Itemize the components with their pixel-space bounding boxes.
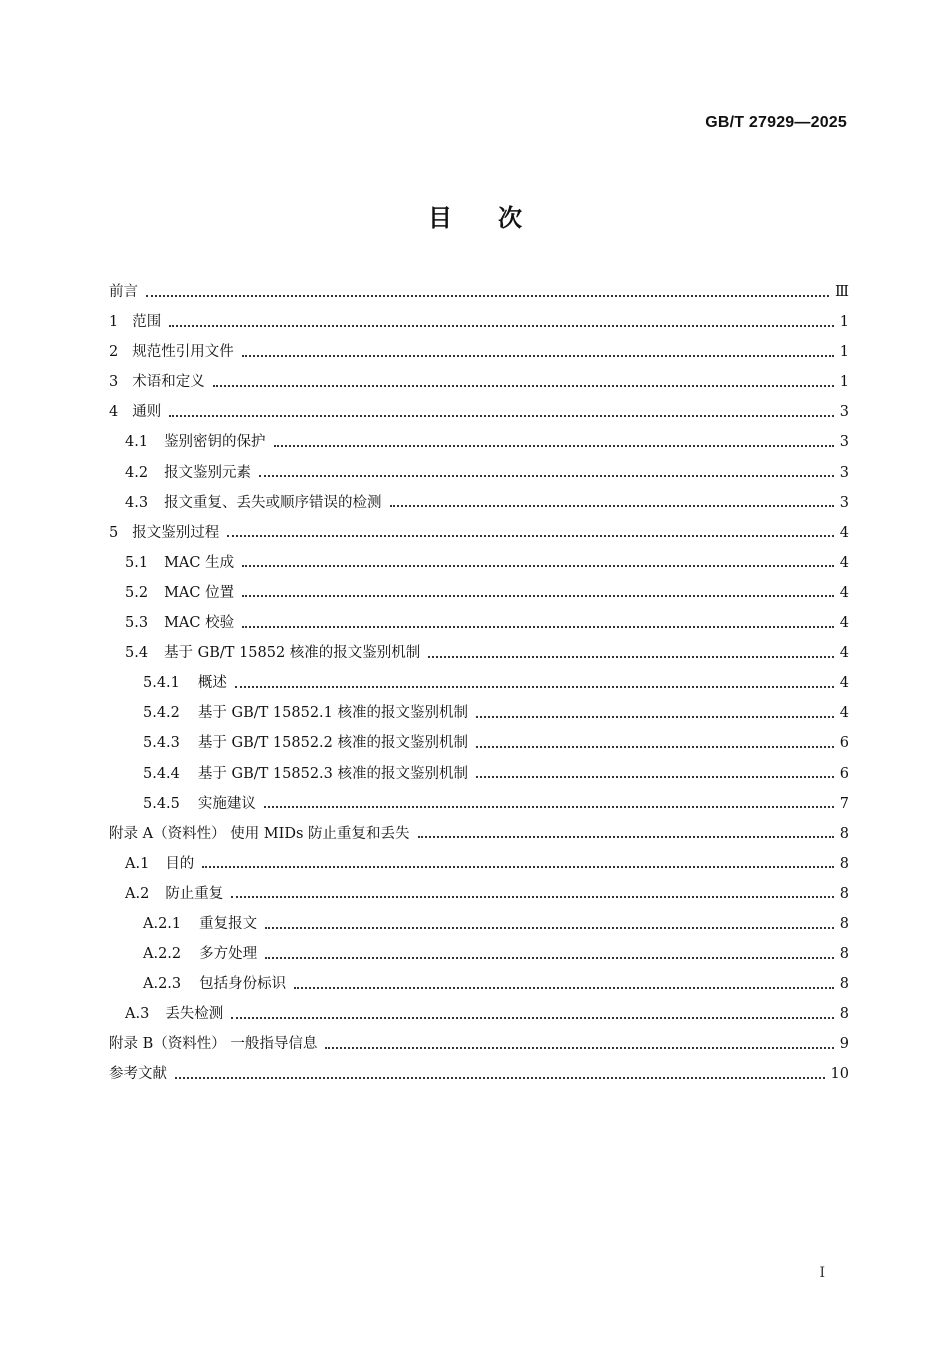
toc-dot-leader bbox=[294, 986, 834, 989]
toc-dot-leader bbox=[213, 384, 834, 387]
toc-entry-number: 5.4.5 bbox=[143, 795, 180, 812]
toc-entry-label: 通则 bbox=[132, 404, 162, 421]
toc-dot-leader bbox=[418, 835, 834, 838]
toc-entry-label: 重复报文 bbox=[199, 915, 258, 932]
toc-entry[interactable] bbox=[109, 427, 849, 457]
toc-entry-label: 防止重复 bbox=[165, 885, 224, 902]
toc-entry-label: 术语和定义 bbox=[132, 374, 205, 391]
toc-entry-label: 附录 B（资料性） 一般指导信息 bbox=[109, 1036, 318, 1053]
toc-entry-label: MAC 生成 bbox=[164, 554, 235, 571]
toc-entry-label: 参考文献 bbox=[109, 1066, 167, 1083]
toc-entry[interactable] bbox=[109, 638, 849, 668]
toc-entry-page: Ⅲ bbox=[835, 284, 849, 300]
toc-dot-leader bbox=[476, 715, 834, 718]
toc-entry-label: 鉴别密钥的保护 bbox=[164, 434, 266, 451]
toc-dot-leader bbox=[264, 805, 834, 808]
toc-entry-page: 1 bbox=[839, 374, 849, 391]
toc-entry-page: 7 bbox=[839, 795, 849, 812]
toc-entry-number: 5.3 bbox=[125, 615, 149, 632]
toc-entry-page: 3 bbox=[839, 494, 849, 511]
toc-dot-leader bbox=[259, 474, 834, 477]
toc-entry-page: 4 bbox=[839, 705, 849, 722]
toc-entry-number: A.2 bbox=[125, 885, 150, 902]
toc-dot-leader bbox=[325, 1046, 833, 1049]
toc-entry-page: 3 bbox=[839, 464, 849, 481]
toc-dot-leader bbox=[169, 414, 834, 417]
toc-dot-leader bbox=[146, 294, 829, 297]
toc-entry-page: 4 bbox=[839, 524, 849, 541]
toc-entry-label: 报文鉴别元素 bbox=[164, 464, 252, 481]
toc-entry-number: 1 bbox=[109, 314, 119, 331]
toc-entry[interactable] bbox=[109, 488, 849, 518]
standard-number: GB/T 27929—2025 bbox=[705, 114, 847, 131]
toc-entry-number: 5.4.2 bbox=[143, 705, 180, 722]
toc-entry-number: A.2.3 bbox=[143, 976, 182, 993]
toc-entry-page: 3 bbox=[839, 404, 849, 421]
toc-entry-label: 基于 GB/T 15852.3 核准的报文鉴别机制 bbox=[197, 765, 468, 782]
toc-entry-label: 报文重复、丢失或顺序错误的检测 bbox=[164, 494, 382, 511]
toc-entry-label: 报文鉴别过程 bbox=[132, 524, 220, 541]
toc-entry[interactable] bbox=[109, 458, 849, 488]
page-title: 目次 bbox=[428, 204, 568, 232]
toc-entry-page: 8 bbox=[839, 946, 849, 963]
toc-entry[interactable] bbox=[109, 1029, 849, 1059]
toc-entry-label: 附录 A（资料性） 使用 MIDs 防止重复和丢失 bbox=[109, 825, 410, 842]
toc-entry-page: 1 bbox=[839, 344, 849, 361]
toc-entry-page: 10 bbox=[830, 1066, 849, 1083]
toc-entry-number: A.2.1 bbox=[143, 915, 182, 932]
toc-entry-number: A.2.2 bbox=[143, 946, 182, 963]
toc-entry-page: 4 bbox=[839, 615, 849, 632]
toc-entry[interactable] bbox=[109, 879, 849, 909]
toc-entry[interactable] bbox=[109, 608, 849, 638]
toc-entry-label: 前言 bbox=[109, 284, 138, 300]
toc-entry-label: 概述 bbox=[197, 675, 227, 692]
toc-entry-page: 4 bbox=[839, 584, 849, 601]
toc-entry-number: 3 bbox=[109, 374, 119, 391]
toc-dot-leader bbox=[274, 444, 834, 447]
toc-entry-label: 目的 bbox=[165, 855, 195, 872]
toc-entry-page: 1 bbox=[839, 314, 849, 331]
toc-dot-leader bbox=[175, 1076, 825, 1079]
toc-dot-leader bbox=[242, 625, 834, 628]
toc-entry-number: 5.4.3 bbox=[143, 735, 180, 752]
toc-dot-leader bbox=[242, 564, 834, 567]
toc-entry-number: 5.4 bbox=[125, 645, 149, 662]
table-of-contents bbox=[109, 277, 849, 1090]
toc-dot-leader bbox=[202, 865, 833, 868]
toc-entry-number: 4.3 bbox=[125, 494, 149, 511]
toc-entry[interactable] bbox=[109, 819, 849, 849]
toc-entry-label: 基于 GB/T 15852 核准的报文鉴别机制 bbox=[164, 645, 421, 662]
toc-entry-label: 基于 GB/T 15852.1 核准的报文鉴别机制 bbox=[197, 705, 468, 722]
toc-dot-leader bbox=[242, 354, 834, 357]
toc-entry-page: 6 bbox=[839, 735, 849, 752]
toc-entry[interactable] bbox=[109, 1059, 849, 1089]
toc-entry-label: 范围 bbox=[132, 314, 162, 331]
toc-dot-leader bbox=[231, 1016, 833, 1019]
toc-entry[interactable] bbox=[109, 337, 849, 367]
toc-entry[interactable] bbox=[109, 969, 849, 999]
toc-entry-number: 5 bbox=[109, 524, 119, 541]
toc-entry-number: 4.1 bbox=[125, 434, 149, 451]
toc-dot-leader bbox=[390, 504, 834, 507]
page-number: Ⅰ bbox=[819, 1265, 825, 1281]
toc-entry[interactable] bbox=[109, 277, 849, 307]
toc-entry-page: 8 bbox=[839, 855, 849, 872]
toc-entry-label: 丢失检测 bbox=[165, 1006, 224, 1023]
toc-entry[interactable] bbox=[109, 728, 849, 758]
toc-entry-label: 多方处理 bbox=[199, 946, 258, 963]
toc-dot-leader bbox=[242, 594, 834, 597]
toc-entry-number: 5.4.1 bbox=[143, 675, 180, 692]
toc-entry-number: A.1 bbox=[125, 855, 150, 872]
toc-dot-leader bbox=[265, 926, 834, 929]
toc-entry-page: 4 bbox=[839, 554, 849, 571]
toc-entry-label: 包括身份标识 bbox=[199, 976, 287, 993]
toc-entry[interactable] bbox=[109, 698, 849, 728]
toc-dot-leader bbox=[265, 956, 834, 959]
toc-entry-page: 8 bbox=[839, 885, 849, 902]
toc-entry[interactable] bbox=[109, 397, 849, 427]
toc-entry-label: 规范性引用文件 bbox=[132, 344, 234, 361]
toc-entry-number: 4 bbox=[109, 404, 119, 421]
toc-dot-leader bbox=[428, 655, 833, 658]
toc-entry-number: A.3 bbox=[125, 1006, 150, 1023]
toc-dot-leader bbox=[476, 775, 834, 778]
toc-entry-page: 4 bbox=[839, 675, 849, 692]
toc-dot-leader bbox=[235, 685, 834, 688]
toc-entry[interactable] bbox=[109, 367, 849, 397]
toc-entry-label: 基于 GB/T 15852.2 核准的报文鉴别机制 bbox=[197, 735, 468, 752]
toc-entry[interactable] bbox=[109, 939, 849, 969]
toc-entry[interactable] bbox=[109, 548, 849, 578]
toc-entry-page: 8 bbox=[839, 1006, 849, 1023]
toc-entry[interactable] bbox=[109, 849, 849, 879]
toc-entry[interactable] bbox=[109, 789, 849, 819]
toc-dot-leader bbox=[169, 324, 834, 327]
toc-entry-page: 8 bbox=[839, 976, 849, 993]
toc-entry[interactable] bbox=[109, 759, 849, 789]
toc-dot-leader bbox=[231, 895, 833, 898]
toc-entry-number: 2 bbox=[109, 344, 119, 361]
toc-entry-page: 8 bbox=[839, 915, 849, 932]
toc-entry[interactable] bbox=[109, 999, 849, 1029]
toc-entry-number: 5.2 bbox=[125, 584, 149, 601]
toc-entry[interactable] bbox=[109, 307, 849, 337]
toc-entry-number: 5.4.4 bbox=[143, 765, 180, 782]
toc-entry-page: 3 bbox=[839, 434, 849, 451]
toc-entry-number: 5.1 bbox=[125, 554, 149, 571]
toc-entry-label: MAC 校验 bbox=[164, 615, 235, 632]
toc-entry[interactable] bbox=[109, 518, 849, 548]
toc-entry-number: 4.2 bbox=[125, 464, 149, 481]
toc-dot-leader bbox=[227, 534, 834, 537]
toc-entry-page: 4 bbox=[839, 645, 849, 662]
toc-entry[interactable] bbox=[109, 909, 849, 939]
toc-entry-label: MAC 位置 bbox=[164, 584, 235, 601]
toc-entry-page: 6 bbox=[839, 765, 849, 782]
toc-entry-page: 8 bbox=[839, 825, 849, 842]
toc-dot-leader bbox=[476, 745, 834, 748]
toc-entry[interactable] bbox=[109, 668, 849, 698]
toc-entry[interactable] bbox=[109, 578, 849, 608]
toc-entry-page: 9 bbox=[839, 1036, 849, 1053]
toc-entry-label: 实施建议 bbox=[197, 795, 256, 812]
